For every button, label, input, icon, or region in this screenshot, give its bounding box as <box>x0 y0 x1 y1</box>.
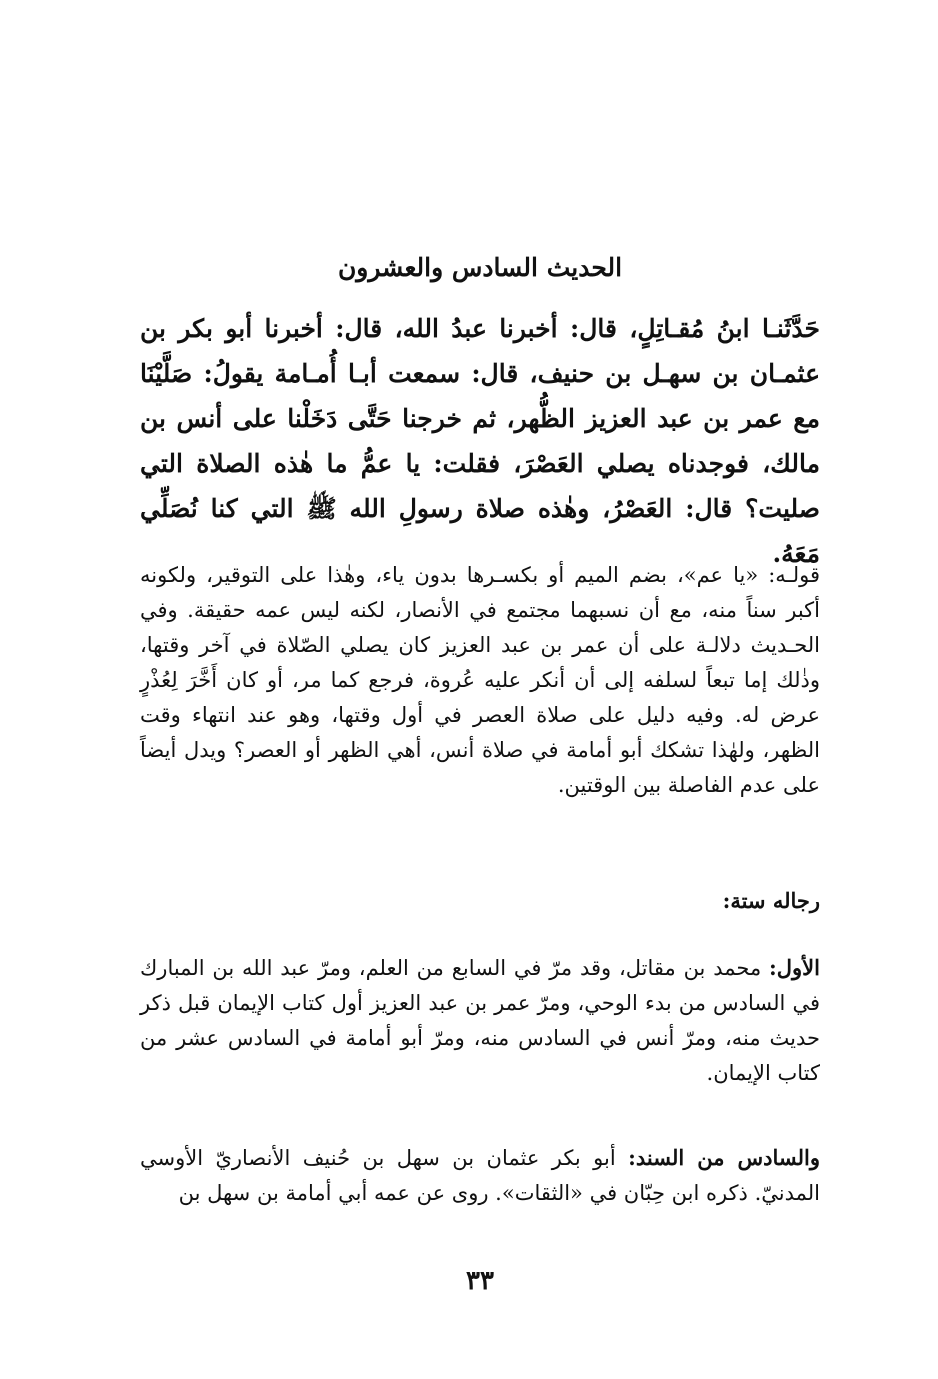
hadith-title: الحديث السادس والعشرون <box>337 253 623 282</box>
narrators-heading: رجاله ستة: <box>722 888 820 913</box>
hadith-text: حَدَّثَنـا ابنُ مُقـاتِلٍ، قال: أخبرنا عبدُ الله، قال: أخبرنا أبو بكر بن عثمـان بن سهـل بن حنيف، قال: سمعت أبـا أُمـامة يقولُ: صَلَّيْنَا مع عمر بن عبد العزيز الظُّهر، ثم خرجنا حَتَّى دَخَلْنا على أنس بن مالك، فوجدناه يصلي العَصْرَ، فقلت: يا عمُّ ما هٰذه الصلاة التي صليت؟ قال: العَصْرُ، وهٰذه صلاة رسولِ الله ﷺ التي كنا نُصَلِّي مَعَهُ. <box>140 314 820 568</box>
page-number: ٣٣ <box>466 1266 494 1296</box>
first-narrator-paragraph <box>140 950 820 1091</box>
first-narrator-text: محمد بن مقاتل، وقد مرّ في السابع من العلم، ومرّ عبد الله بن المبارك في السادس من بدء الوحي، ومرّ عمر بن عبد العزيز أول كتاب الإيمان قبل ذكر حديث منه، ومرّ أنس في السادس منه، ومرّ أبو أمامة في السادس عشر من كتاب الإيمان. <box>140 956 820 1085</box>
sixth-narrator-paragraph <box>140 1140 820 1211</box>
sixth-narrator-lead: والسادس من السند: <box>628 1145 820 1170</box>
first-narrator-lead: الأول: <box>769 955 820 980</box>
commentary-paragraph: قولـه: «يا عم»، بضم الميم أو بكسـرها بدون ياء، وهٰذا على التوقير، ولكونه أكبر سناً منه، مع أن نسبهما مجتمع في الأنصار، لكنه ليس عمه حقيقة. وفي الحـديث دلالـة على أن عمر بن عبد العزيز كان يصلي الصّلاة في آخر وقتها، وذٰلك إما تبعاً لسلفه إلى أن أنكر عليه عُروة، فرجع كما مر، أو كان أَخَّرَ لِعُذْرٍ عرض له. وفيه دليل على صلاة العصر في أول وقتها، وهو عند انتهاء وقت الظهر، ولهٰذا تشكك أبو أمامة في صلاة أنس، أهي الظهر أو العصر؟ ويدل أيضاً على عدم الفاصلة بين الوقتين. <box>140 563 820 797</box>
sixth-narrator-text: أبو بكر عثمان بن سهل بن حُنيف الأنصاريّ الأوسي المدنيّ. ذكره ابن حِبّان في «الثقات». روى عن عمه أبي أمامة بن سهل بن <box>140 1146 820 1205</box>
